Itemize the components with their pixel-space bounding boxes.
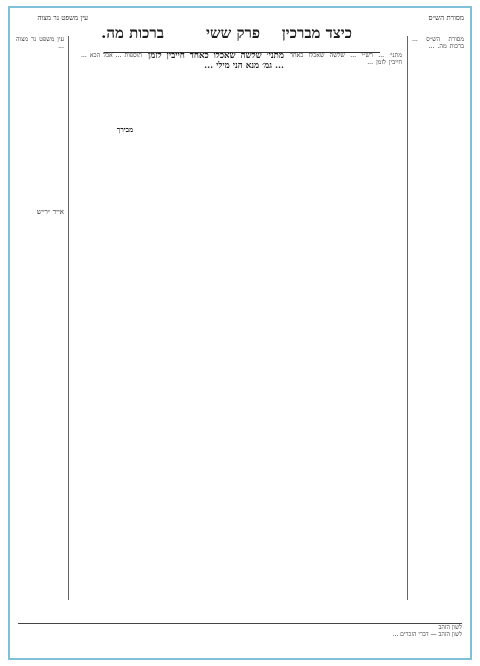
header-title-center: פרק ששי bbox=[206, 24, 260, 42]
left-margin-column: עין משפט נר מצוה ... bbox=[16, 36, 64, 51]
column-divider-right bbox=[407, 36, 408, 600]
rashi-column: מתני׳ ... רש״י ... שלשה שאכלו כאחד חייבין לזמן ... bbox=[290, 52, 402, 67]
main-gemara-text: מתני׳ שלשה שאכלו כאחד חייבין לזמן ... גמ׳ מנא הני מילי ... bbox=[148, 52, 284, 71]
footer-text: לשון הזהב — דברי הזכרים ... bbox=[392, 631, 462, 638]
right-margin-column: מסורת הש״ס ... ברכות מה. ... bbox=[412, 36, 464, 51]
page-header bbox=[10, 18, 470, 52]
page-footer bbox=[18, 623, 462, 648]
tosafot-column: תוספות ... אבל הכא ... bbox=[80, 52, 142, 59]
ein-mishpat-title: עין משפט נר מצוה bbox=[37, 14, 88, 22]
footer-label: לשון הזהב bbox=[438, 624, 462, 631]
column-divider-left bbox=[68, 36, 69, 600]
mesoret-title: מסורת הש״ס bbox=[428, 14, 464, 22]
header-title-left: ברכות מה. bbox=[101, 24, 164, 42]
mid-label: מבירך bbox=[116, 125, 134, 134]
header-title-right: כיצד מברכין bbox=[281, 24, 352, 42]
talmud-page bbox=[8, 6, 472, 660]
left-margin-label: אייר ״ר״ש bbox=[36, 208, 64, 216]
